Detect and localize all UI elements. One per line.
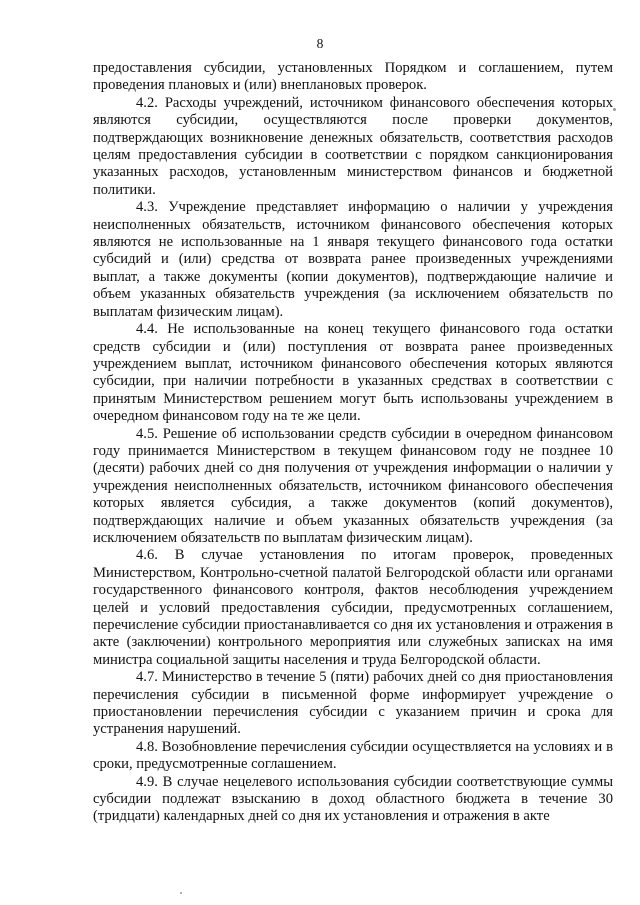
paragraph-4-7: 4.7. Министерство в течение 5 (пяти) рабочих дней со дня приостановления перечисления субсидии в письменной форме информирует учреждение о приостановлении перечисления субсидии с указанием причин и срока для устранения нарушений. [93,669,613,738]
page-number: 8 [316,36,324,51]
paragraph-continuation: предоставления субсидии, установленных Порядком и соглашением, путем проведения плановых и (или) внеплановых проверок. [93,60,613,94]
paragraph-4-2: 4.2. Расходы учреждений, источником финансового обеспечения которых являются субсидии, осуществляются после проверки документов, подтверждающих возникновение денежных обязательств, соответствия расходов целям предоставления субсидии в соответствии с порядком санкционирования указанных расходов, установленным министерством финансов и бюджетной политики. [93,94,613,198]
paragraph-4-3: 4.3. Учреждение представляет информацию о наличии у учреждения неисполненных обязательств, источником финансового обеспечения которых являются не использованные на 1 января текущего финансового года остатки субсидий и (или) средства от возврата ранее произведенных учреждениями выплат, а также документы (копии документов), подтверждающие наличие и объем указанных обязательств учреждения (за исключением обязательств по выплатам физическим лицам). [93,199,613,320]
scan-speck [180,892,182,894]
document-body [93,60,613,826]
paragraph-4-5: 4.5. Решение об использовании средств субсидии в очередном финансовом году принимается Министерством в текущем финансовом году не позднее 10 (десяти) рабочих дней со дня получения от учреждения информации о наличии у учреждения неисполненных обязательств, источником финансового обеспечения которых является субсидия, а также документов (копий документов), подтверждающих наличие и объем указанных обязательств учреждения (за исключением обязательств по выплатам физическим лицам). [93,425,613,546]
paragraph-4-4: 4.4. Не использованные на конец текущего финансового года остатки средств субсидии и (или) поступления от возврата ранее произведенных учреждением выплат, источником финансового обеспечения которых являются субсидии, при наличии потребности в указанных средствах в соответствии с принятым Министерством решением могут быть использованы учреждением в очередном финансовом году на те же цели. [93,321,613,425]
paragraph-4-8: 4.8. Возобновление перечисления субсидии осуществляется на условиях и в сроки, предусмотренные соглашением. [93,738,613,773]
scan-speck [613,108,616,111]
paragraph-4-9: 4.9. В случае нецелевого использования субсидии соответствующие суммы субсидии подлежат взысканию в доход областного бюджета в течение 30 (тридцати) календарных дней со дня их установления и отражения в акте [93,773,613,825]
paragraph-4-6: 4.6. В случае установления по итогам проверок, проведенных Министерством, Контрольно-счетной палатой Белгородской области или органами государственного финансового контроля, фактов несоблюдения учреждением целей и условий предоставления субсидии, предусмотренных соглашением, перечисление субсидии приостанавливается со дня их установления и отражения в акте (заключении) контрольного мероприятия или служебных записках на имя министра социальной защиты населения и труда Белгородской области. [93,547,613,668]
